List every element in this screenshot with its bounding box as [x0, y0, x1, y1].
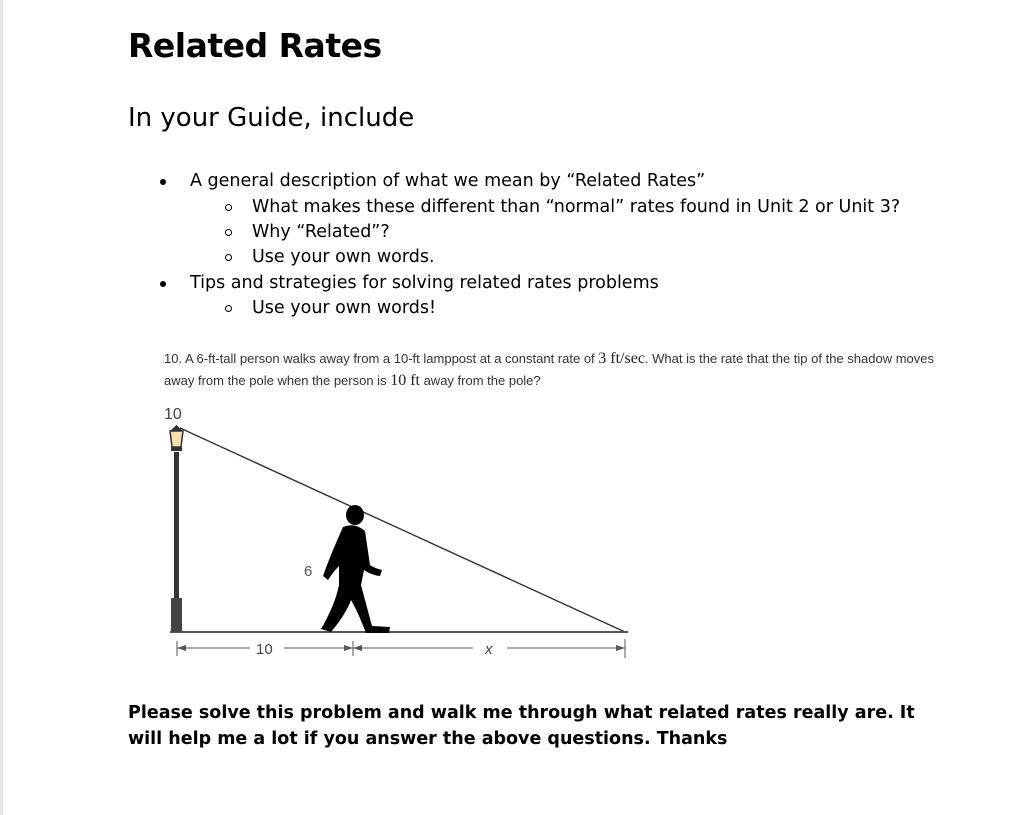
- lamppost: [170, 425, 183, 632]
- dimension-line: [177, 639, 625, 658]
- problem-rate: 3 ft/sec: [598, 350, 645, 367]
- sub-list-item: What makes these different than “normal” rates found in Unit 2 or Unit 3?: [252, 197, 901, 217]
- list-item: A general description of what we mean by “Related Rates”: [190, 171, 706, 191]
- problem-text-part: . What is the rate that the tip of the shadow moves away from the pole when the person is: [164, 351, 934, 388]
- walking-person-icon: [321, 505, 390, 633]
- sub-list-item: Use your own words.: [252, 247, 435, 267]
- base-distance-label: 10: [256, 641, 273, 658]
- shadow-length-label: x: [485, 641, 493, 658]
- light-ray-line: [180, 428, 625, 632]
- problem-text-part: 10. A 6-ft-tall person walks away from a 10-ft lamppost at a constant rate of: [164, 351, 599, 366]
- page-title: Related Rates: [128, 26, 382, 65]
- problem-distance: 10 ft: [390, 372, 420, 389]
- person-height-label: 6: [304, 563, 313, 580]
- sub-list-item: Use your own words!: [252, 298, 436, 318]
- lamppost-base: [171, 598, 182, 632]
- list-item: Tips and strategies for solving related rates problems: [190, 273, 659, 293]
- closing-request: Please solve this problem and walk me through what related rates really are. It will help me a lot if you answer the above questions. Thanks: [128, 703, 915, 749]
- section-subtitle: In your Guide, include: [128, 103, 415, 133]
- pole-height-label: 10: [164, 406, 182, 423]
- problem-text-part: away from the pole?: [419, 373, 541, 388]
- sub-list-item: Why “Related”?: [252, 222, 390, 242]
